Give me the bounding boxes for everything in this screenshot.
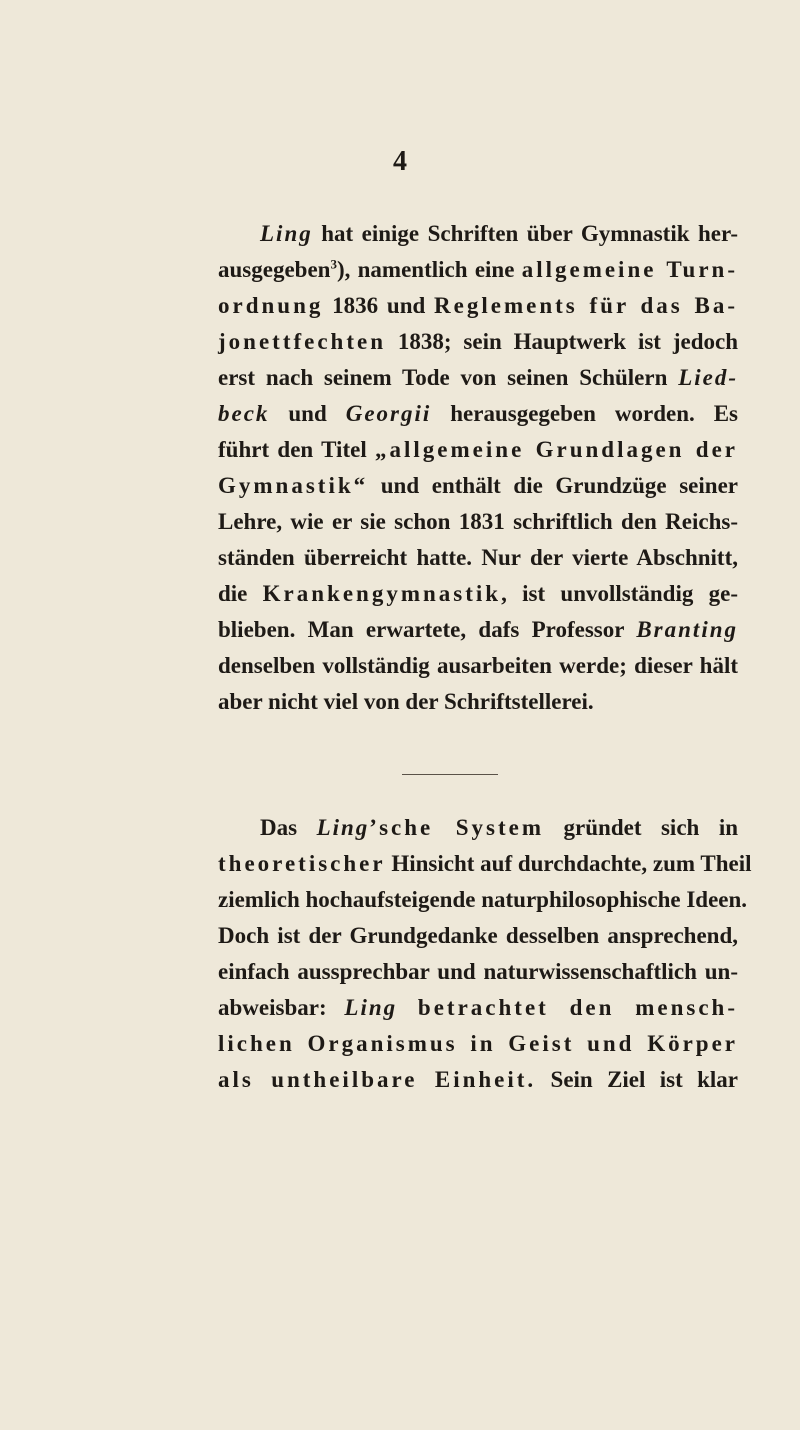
text-line xyxy=(218,846,752,882)
text-line xyxy=(260,216,738,252)
text-line xyxy=(218,468,738,504)
text-line xyxy=(218,576,738,612)
text-line xyxy=(218,360,738,396)
emphasis-name: beck xyxy=(218,401,270,426)
text-run: ), namentlich eine xyxy=(336,257,522,282)
text-line: aber nicht viel von der Schriftstellerei. xyxy=(218,689,594,714)
text-line: ständen überreicht hatte. Nur der vierte Abschnitt, xyxy=(218,545,738,570)
text-run: und xyxy=(269,401,346,426)
text-run: gründet sich in xyxy=(544,815,738,840)
text-line xyxy=(218,1026,738,1062)
text-run: Sein Ziel ist klar xyxy=(536,1067,738,1092)
text-line xyxy=(218,612,738,648)
spaced-text: betrachtet den mensch- xyxy=(397,995,738,1020)
emphasis-name: Ling xyxy=(260,221,313,246)
text-run: erst nach seinem Tode von seinen Schülern xyxy=(218,365,679,390)
text-line: denselben vollständig ausarbeiten werde; dieser hält xyxy=(218,653,738,678)
text-line xyxy=(218,432,738,468)
page-number: 4 xyxy=(393,146,407,177)
footnote-marker: 3 xyxy=(330,256,337,272)
text-run: führt den Titel xyxy=(218,437,376,462)
spaced-text: lichen Organismus in Geist und Körper xyxy=(218,1031,738,1056)
text-run: blieben. Man erwartete, dafs Professor xyxy=(218,617,637,642)
emphasis-name: Ling xyxy=(344,995,398,1020)
spaced-text: theoretischer xyxy=(218,851,386,876)
spaced-text: ordnung xyxy=(218,293,324,318)
text-run: Hinsicht auf durchdachte, zum Theil xyxy=(385,851,752,876)
text-run: die xyxy=(218,581,263,606)
text-line xyxy=(218,252,738,288)
text-line: Lehre, wie er sie schon 1831 schriftlich den Reichs- xyxy=(218,509,738,534)
emphasis-name: Georgii xyxy=(345,401,432,426)
text-run: ausgegeben xyxy=(218,257,331,282)
text-run: abweisbar: xyxy=(218,995,345,1020)
text-line xyxy=(218,396,738,432)
text-run: und enthält die Grundzüge seiner xyxy=(368,473,738,498)
emphasis-name: Branting xyxy=(636,617,738,642)
emphasis-name: Lied- xyxy=(678,365,738,390)
text-line: Doch ist der Grundgedanke desselben ansprechend, xyxy=(218,923,738,948)
text-line xyxy=(218,288,738,324)
spaced-text: Krankengymnastik xyxy=(262,581,502,606)
spaced-text: Gymnastik“ xyxy=(218,473,369,498)
text-run: 1836 und xyxy=(323,293,435,318)
section-divider xyxy=(402,774,498,775)
text-line xyxy=(218,990,738,1026)
spaced-text: jonettfechten xyxy=(218,329,387,354)
text-run: 1838; sein Hauptwerk ist jedoch xyxy=(386,329,738,354)
text-line xyxy=(218,1062,738,1098)
spaced-text: Reglements für das Ba- xyxy=(434,293,739,318)
emphasis-name: Ling xyxy=(316,815,370,840)
text-run: Das xyxy=(260,815,317,840)
spaced-text: als untheilbare Einheit. xyxy=(218,1067,537,1092)
text-line xyxy=(260,810,738,846)
text-line: einfach aussprechbar und naturwissenschaftlich un- xyxy=(218,959,738,984)
text-run: hat einige Schriften über Gymnastik her- xyxy=(312,221,738,246)
text-line xyxy=(218,324,738,360)
text-line: ziemlich hochaufsteigende naturphilosophische Ideen. xyxy=(218,887,748,912)
text-run: , ist unvollständig ge- xyxy=(501,581,738,606)
spaced-text: allgemeine Turn- xyxy=(521,257,738,282)
spaced-text: ’sche System xyxy=(369,815,545,840)
text-run: herausgegeben worden. Es xyxy=(431,401,739,426)
spaced-text: „allgemeine Grundlagen der xyxy=(375,437,738,462)
